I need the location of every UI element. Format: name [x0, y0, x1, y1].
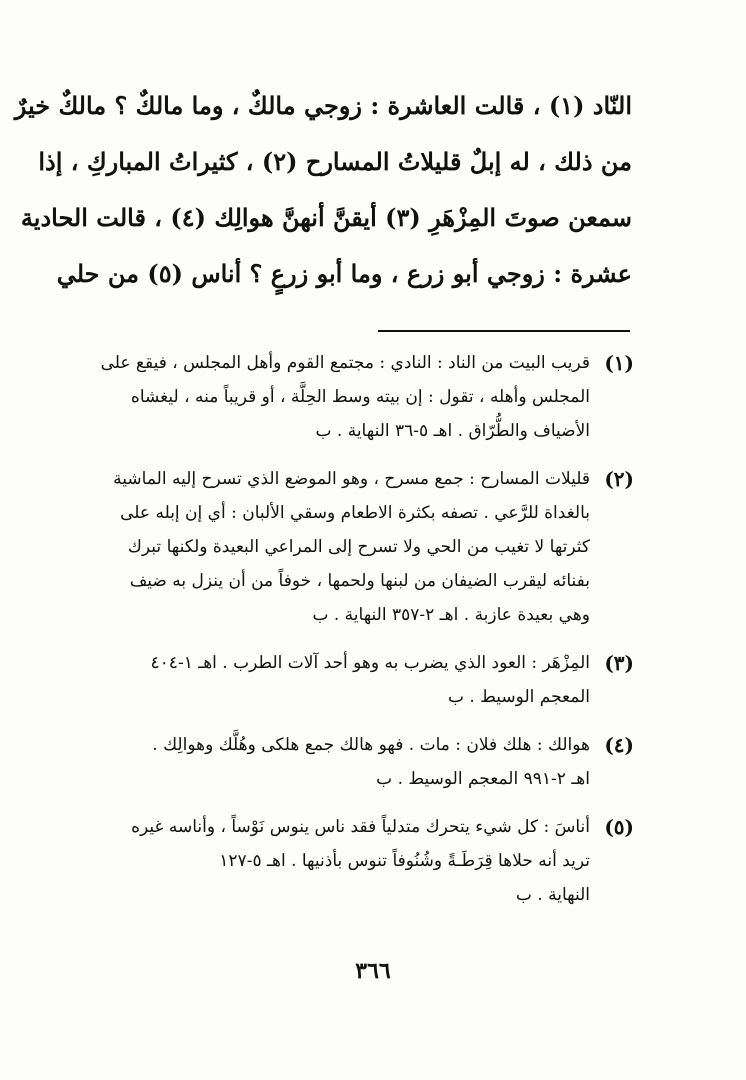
footnote-line: قليلات المسارح : جمع مسرح ، وهو الموضع الذي تسرح إليه الماشية [113, 469, 590, 489]
main-text-block [14, 78, 632, 302]
footnote-line: اهـ ٢-٩٩١ المعجم الوسيط . ب [376, 769, 590, 789]
main-text-line: من ذلك ، له إبلٌ قليلاتُ المسارح (٢) ، كثيراتُ المباركِ ، إذا [38, 147, 632, 176]
footnote-body [68, 462, 590, 632]
footnote-body [68, 810, 590, 912]
footnote-5 [68, 810, 634, 912]
footnote-line: المجلس وأهله ، تقول : إن بيته وسط الحِلَّة ، أو قريباً منه ، ليغشاه [130, 387, 590, 407]
page-number: ٣٦٦ [355, 958, 391, 984]
footnote-3 [68, 646, 634, 714]
footnote-line: هوالك : هلك فلان : مات . فهو هالك جمع هلكى وهُلَّك وهوالِك . [152, 735, 590, 755]
footnote-1 [68, 346, 634, 448]
footnote-line: تريد أنه حلاها قِرَطَـةً وشُنُوفاً تنوس بأذنيها . اهـ ٥-١٢٧ [219, 851, 590, 871]
footnotes-section [68, 346, 634, 926]
footnote-number: (٣) [604, 651, 634, 675]
footnote-line: المِزْهَر : العود الذي يضرب به وهو أحد آلات الطرب . اهـ ١-٤٠٤ [150, 653, 590, 673]
footnote-line: النهاية . ب [515, 885, 590, 905]
main-text-line: النّاد (١) ، قالت العاشرة : زوجي مالكٌ ، وما مالكٌ ؟ مالكٌ خيرٌ [14, 91, 632, 120]
main-text-line: سمعن صوتَ المِزْهَرِ (٣) أيقنَّ أنهنَّ هوالِك (٤) ، قالت الحادية [20, 203, 632, 232]
footnote-line: المعجم الوسيط . ب [447, 687, 590, 707]
footnote-body [68, 728, 590, 796]
footnote-number: (١) [604, 351, 634, 375]
footnote-line: الأضياف والطُّرّاق . اهـ ٥-٣٦ النهاية . ب [315, 421, 590, 441]
footnote-number: (٥) [604, 815, 634, 839]
footnote-2 [68, 462, 634, 632]
footnote-number: (٤) [604, 733, 634, 757]
footnote-line: كثرتها لا تغيب من الحي ولا تسرح إلى المراعي البعيدة ولكنها تبرك [127, 537, 590, 557]
footnote-line: بفنائه ليقرب الضيفان من لبنها ولحمها ، خوفاً من أن ينزل به ضيف [129, 571, 590, 591]
footnote-number: (٢) [604, 467, 634, 491]
footnote-4 [68, 728, 634, 796]
footnote-line: قريب البيت من الناد : النادي : مجتمع القوم وأهل المجلس ، فيقع على [100, 353, 590, 373]
footnote-divider [378, 330, 630, 332]
footnote-body [68, 646, 590, 714]
main-text-line: عشرة : زوجي أبو زرع ، وما أبو زرعٍ ؟ أناس (٥) من حلي [56, 259, 632, 288]
footnote-line: أناسَ : كل شيء يتحرك متدلياً فقد ناس ينوس نَوْساً ، وأناسه غيره [131, 817, 590, 837]
footnote-body [68, 346, 590, 448]
footnote-line: وهي بعيدة عازبة . اهـ ٢-٣٥٧ النهاية . ب [312, 605, 590, 625]
footnote-line: بالغداة للرَّعي . تصفه بكثرة الاطعام وسقي الألبان : أي إن إبله على [120, 503, 590, 523]
